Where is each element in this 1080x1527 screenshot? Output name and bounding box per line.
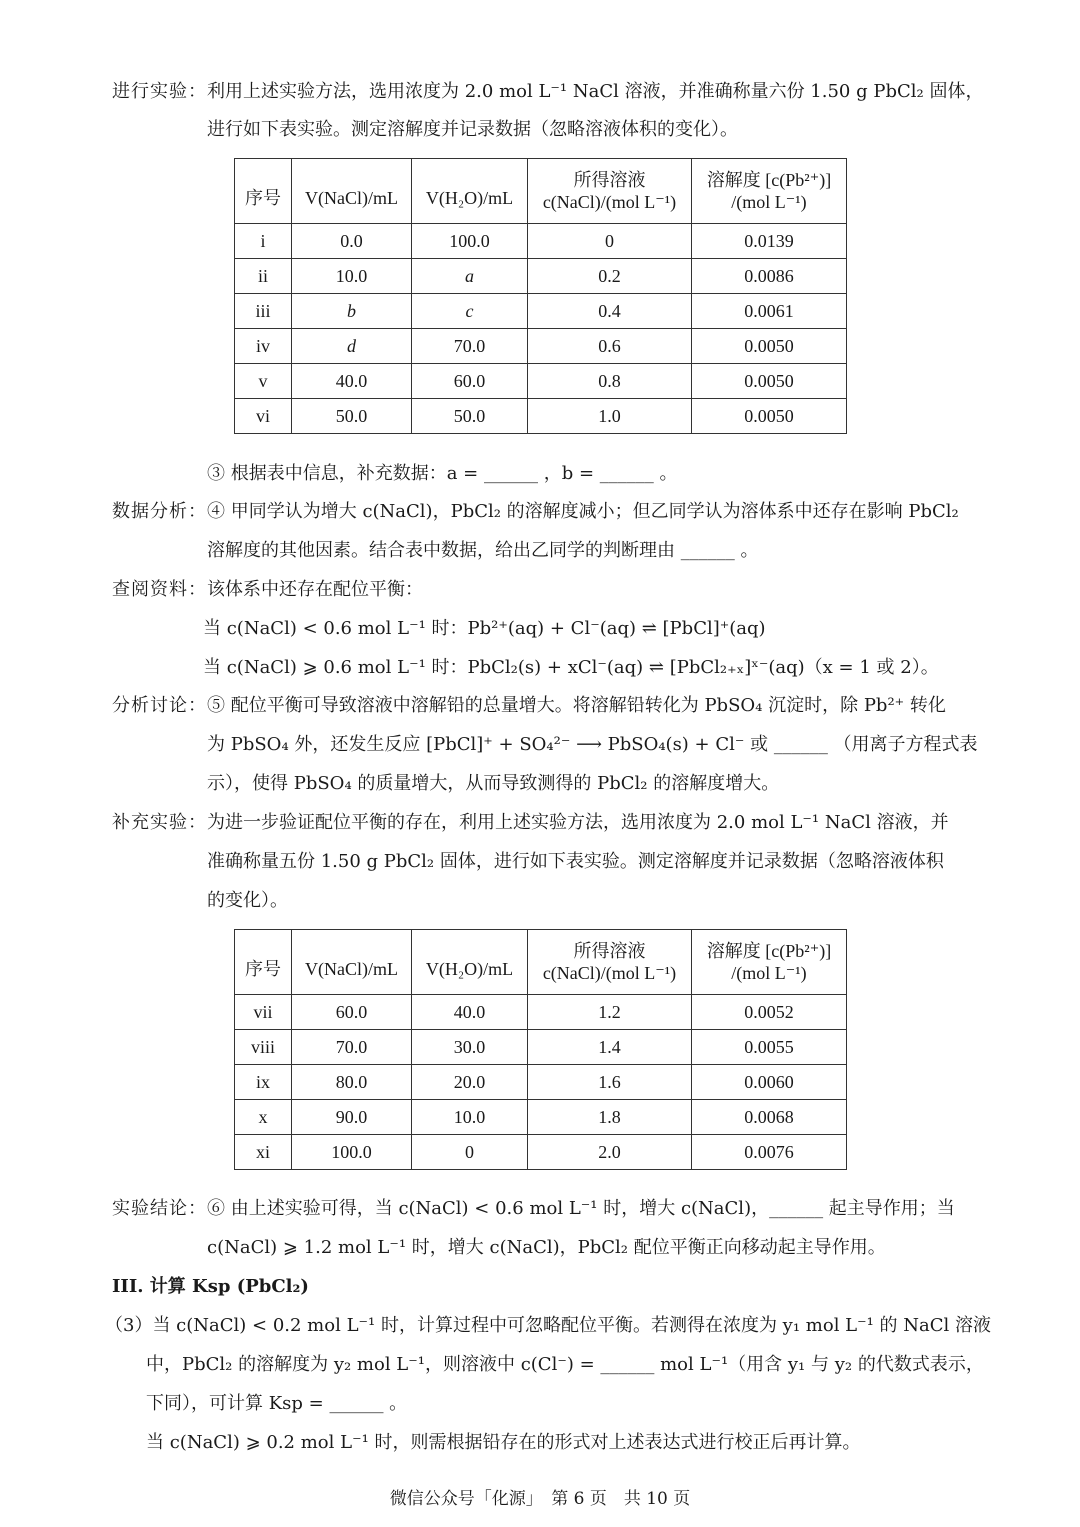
table-cell: 60.0	[292, 995, 412, 1030]
table-cell: 50.0	[292, 399, 412, 434]
table-cell: 100.0	[292, 1135, 412, 1170]
table-row	[235, 399, 847, 434]
header-v-nacl: V(NaCl)/mL	[292, 159, 412, 224]
table-cell: 1.6	[528, 1065, 692, 1100]
table-cell: vi	[235, 399, 292, 434]
table-cell: 80.0	[292, 1065, 412, 1100]
table-cell: 0	[528, 224, 692, 259]
table-cell: 70.0	[412, 329, 528, 364]
header-c-nacl	[528, 159, 692, 224]
table-cell: 10.0	[292, 259, 412, 294]
table-row	[235, 1135, 847, 1170]
question-3-line-4: 当 c(NaCl) ⩾ 0.2 mol L⁻¹ 时，则需根据铅存在的形式对上述表达式进行校正后再计算。	[146, 1432, 861, 1453]
header-solubility	[692, 930, 847, 995]
header-v-h2o: V(H₂O)/mL	[412, 930, 528, 995]
header-solubility-line-1: 溶解度 [c(Pb²⁺)]	[706, 941, 832, 961]
experiment-table-1	[234, 158, 847, 434]
question-3-line-3: 下同），可计算 Ksp = ______ 。	[146, 1393, 408, 1414]
table-cell: 0	[412, 1135, 528, 1170]
table-cell: 0.4	[528, 294, 692, 329]
conclusion-tag: 实验结论：	[112, 1198, 207, 1219]
table-cell: 1.8	[528, 1100, 692, 1135]
supplement-line-1: 为进一步验证配位平衡的存在，利用上述实验方法，选用浓度为 2.0 mol L⁻¹ NaCl 溶液，并	[207, 812, 949, 833]
supplement-line-2: 准确称量五份 1.50 g PbCl₂ 固体，进行如下表实验。测定溶解度并记录数据（忽略溶液体积	[207, 851, 944, 872]
table-cell: a	[412, 259, 528, 294]
table-cell: iv	[235, 329, 292, 364]
conclusion-line-2: c(NaCl) ⩾ 1.2 mol L⁻¹ 时，增大 c(NaCl)，PbCl₂ 配位平衡正向移动起主导作用。	[207, 1237, 886, 1258]
table-header-row	[235, 930, 847, 995]
table-cell: c	[412, 294, 528, 329]
table-cell: 1.2	[528, 995, 692, 1030]
table-row	[235, 364, 847, 399]
table-row	[235, 329, 847, 364]
supplement-tag: 补充实验：	[112, 812, 207, 833]
header-c-nacl	[528, 930, 692, 995]
table-cell: 20.0	[412, 1065, 528, 1100]
table-cell: viii	[235, 1030, 292, 1065]
discussion-line-3: 示），使得 PbSO₄ 的质量增大，从而导致测得的 PbCl₂ 的溶解度增大。	[207, 773, 780, 794]
table-cell: 70.0	[292, 1030, 412, 1065]
table-cell: 2.0	[528, 1135, 692, 1170]
reference-tag: 查阅资料：	[112, 579, 207, 600]
discussion-tag: 分析讨论：	[112, 695, 207, 716]
table-cell: 0.0050	[692, 364, 847, 399]
table-cell: iii	[235, 294, 292, 329]
table-cell: 0.0061	[692, 294, 847, 329]
table-cell: 50.0	[412, 399, 528, 434]
experiment-table-2	[234, 929, 847, 1170]
table-cell: 40.0	[292, 364, 412, 399]
table-cell: 90.0	[292, 1100, 412, 1135]
table-cell: xi	[235, 1135, 292, 1170]
table-cell: d	[292, 329, 412, 364]
experiment-line-2: 进行如下表实验。测定溶解度并记录数据（忽略溶液体积的变化）。	[207, 119, 738, 140]
experiment-tag: 进行实验：	[112, 81, 207, 102]
table-cell: 1.0	[528, 399, 692, 434]
reference-line-1: 该体系中还存在配位平衡：	[207, 579, 423, 600]
question-3: ③ 根据表中信息，补充数据：a = ______ ，b = ______ 。	[207, 463, 678, 484]
table-cell: v	[235, 364, 292, 399]
header-index: 序号	[235, 159, 292, 224]
table-cell: ii	[235, 259, 292, 294]
table-cell: 30.0	[412, 1030, 528, 1065]
table-cell: 60.0	[412, 364, 528, 399]
header-index: 序号	[235, 930, 292, 995]
table-row	[235, 294, 847, 329]
table-cell: 0.0	[292, 224, 412, 259]
discussion-line-1: ⑤ 配位平衡可导致溶液中溶解铅的总量增大。将溶解铅转化为 PbSO₄ 沉淀时，除 Pb²⁺ 转化	[207, 695, 946, 716]
header-solubility-line-2: /(mol L⁻¹)	[731, 963, 807, 983]
analysis-tag: 数据分析：	[112, 501, 207, 522]
table-cell: 0.0060	[692, 1065, 847, 1100]
table-cell: 0.6	[528, 329, 692, 364]
table-cell: 0.0076	[692, 1135, 847, 1170]
question-3-line-1: （3）当 c(NaCl) < 0.2 mol L⁻¹ 时，计算过程中可忽略配位平衡。若测得在浓度为 y₁ mol L⁻¹ 的 NaCl 溶液	[105, 1315, 992, 1336]
section-3-title: III. 计算 Ksp (PbCl₂)	[112, 1276, 309, 1297]
table-cell: 0.0052	[692, 995, 847, 1030]
header-solubility-line-2: /(mol L⁻¹)	[731, 192, 807, 212]
header-solubility-line-1: 溶解度 [c(Pb²⁺)]	[706, 170, 832, 190]
experiment-line-1: 利用上述实验方法，选用浓度为 2.0 mol L⁻¹ NaCl 溶液，并准确称量六份 1.50 g PbCl₂ 固体，	[207, 81, 984, 102]
equilibrium-1: 当 c(NaCl) < 0.6 mol L⁻¹ 时：Pb²⁺(aq) + Cl⁻(aq) ⇌ [PbCl]⁺(aq)	[203, 618, 766, 639]
table-cell: vii	[235, 995, 292, 1030]
header-c-nacl-line-1: 所得溶液	[573, 941, 646, 961]
header-solubility	[692, 159, 847, 224]
equilibrium-2: 当 c(NaCl) ⩾ 0.6 mol L⁻¹ 时：PbCl₂(s) + xCl⁻(aq) ⇌ [PbCl₂₊ₓ]ˣ⁻(aq)（x = 1 或 2）。	[203, 657, 939, 678]
header-v-h2o: V(H₂O)/mL	[412, 159, 528, 224]
question-3-line-2: 中，PbCl₂ 的溶解度为 y₂ mol L⁻¹，则溶液中 c(Cl⁻) = ______ mol L⁻¹（用含 y₁ 与 y₂ 的代数式表示，	[146, 1354, 984, 1375]
table-cell: 0.0086	[692, 259, 847, 294]
analysis-line-1: ④ 甲同学认为增大 c(NaCl)，PbCl₂ 的溶解度减小；但乙同学认为溶体系中还存在影响 PbCl₂	[207, 501, 959, 522]
table-cell: 0.0055	[692, 1030, 847, 1065]
table-row	[235, 224, 847, 259]
table-cell: 0.0050	[692, 399, 847, 434]
header-c-nacl-line-1: 所得溶液	[573, 170, 646, 190]
discussion-line-2: 为 PbSO₄ 外，还发生反应 [PbCl]⁺ + SO₄²⁻ ⟶ PbSO₄(s) + Cl⁻ 或 ______ （用离子方程式表	[207, 734, 978, 755]
table-cell: 10.0	[412, 1100, 528, 1135]
table-cell: i	[235, 224, 292, 259]
conclusion-line-1: ⑥ 由上述实验可得，当 c(NaCl) < 0.6 mol L⁻¹ 时，增大 c(NaCl)，______ 起主导作用；当	[207, 1198, 955, 1219]
table-cell: 0.0050	[692, 329, 847, 364]
table-row	[235, 1065, 847, 1100]
header-c-nacl-line-2: c(NaCl)/(mol L⁻¹)	[542, 963, 677, 983]
header-c-nacl-line-2: c(NaCl)/(mol L⁻¹)	[542, 192, 677, 212]
table-row	[235, 1030, 847, 1065]
table-cell: 40.0	[412, 995, 528, 1030]
table-cell: x	[235, 1100, 292, 1135]
table-cell: b	[292, 294, 412, 329]
table-header-row	[235, 159, 847, 224]
table-cell: ix	[235, 1065, 292, 1100]
supplement-line-3: 的变化）。	[207, 890, 288, 911]
analysis-line-2: 溶解度的其他因素。结合表中数据，给出乙同学的判断理由 ______ 。	[207, 540, 759, 561]
table-row	[235, 1100, 847, 1135]
table-cell: 0.8	[528, 364, 692, 399]
page-footer: 微信公众号「化源」 第 6 页 共 10 页	[389, 1489, 691, 1509]
header-v-nacl: V(NaCl)/mL	[292, 930, 412, 995]
table-cell: 0.2	[528, 259, 692, 294]
table-row	[235, 995, 847, 1030]
table-row	[235, 259, 847, 294]
table-cell: 1.4	[528, 1030, 692, 1065]
table-cell: 100.0	[412, 224, 528, 259]
table-cell: 0.0139	[692, 224, 847, 259]
table-cell: 0.0068	[692, 1100, 847, 1135]
